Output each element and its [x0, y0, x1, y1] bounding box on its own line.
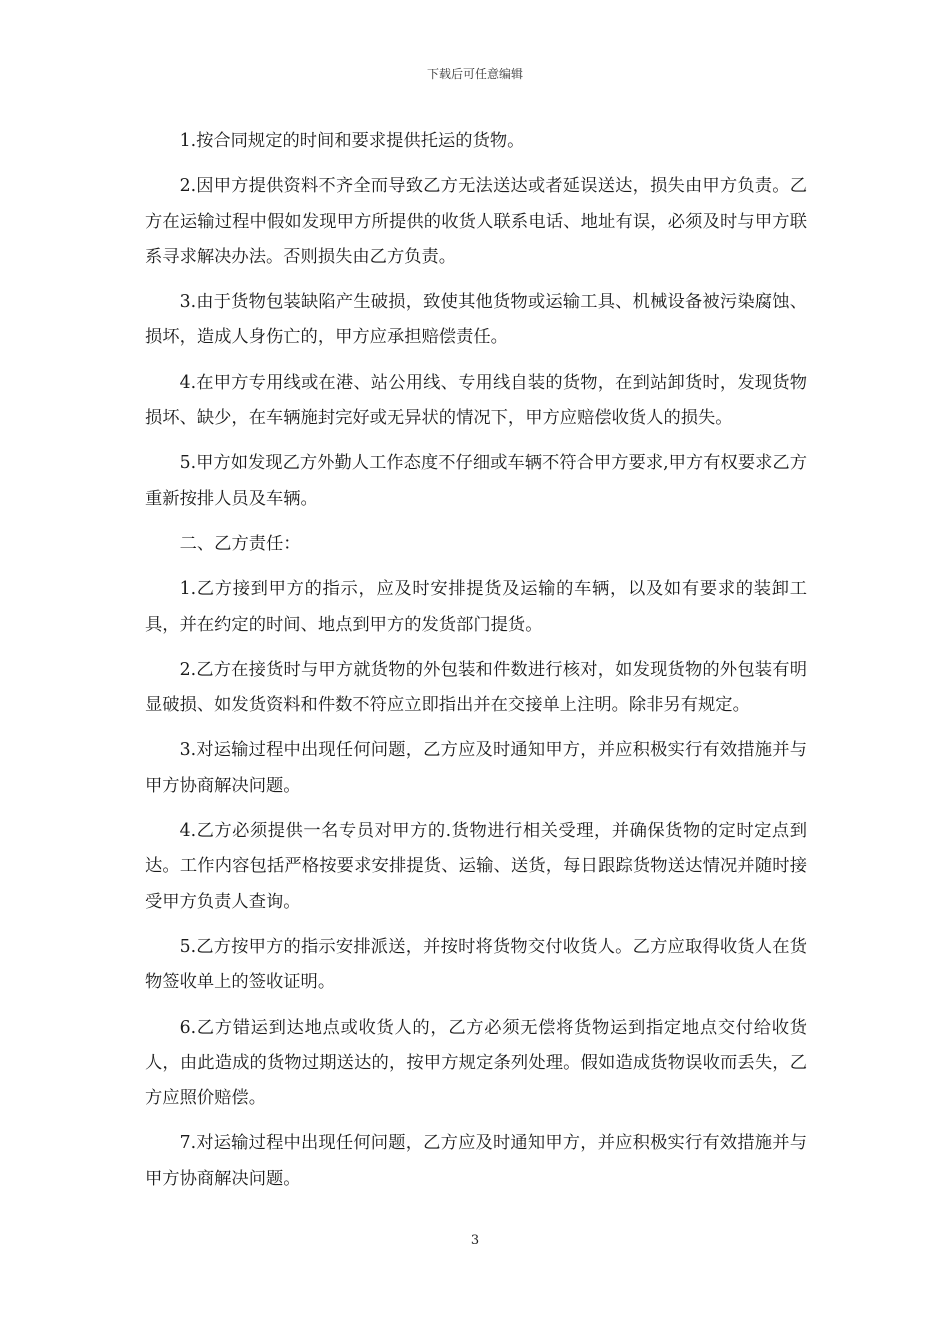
paragraph-5: 5.甲方如发现乙方外勤人工作态度不仔细或车辆不符合甲方要求,甲方有权要求乙方重新按排人员及车辆。 [145, 453, 807, 509]
page-header-note: 下载后可任意编辑 [426, 67, 523, 81]
document-body [145, 124, 807, 1207]
paragraph-3: 3.由于货物包装缺陷产生破损，致使其他货物或运输工具、机械设备被污染腐蚀、损坏，造成人身伤亡的，甲方应承担赔偿责任。 [145, 292, 807, 348]
section-heading-party-b: 二、乙方责任： [179, 533, 301, 554]
paragraph-1: 1.按合同规定的时间和要求提供托运的货物。 [179, 131, 525, 151]
paragraph-b2: 2.乙方在接货时与甲方就货物的外包装和件数进行核对，如发现货物的外包装有明显破损、如发货资料和件数不符应立即指出并在交接单上注明。除非另有规定。 [145, 659, 807, 716]
paragraph-b6: 6.乙方错运到达地点或收货人的，乙方必须无偿将货物运到指定地点交付给收货人，由此造成的货物过期送达的，按甲方规定条列处理。假如造成货物误收而丢失，乙方应照价赔偿。 [145, 1017, 807, 1109]
paragraph-b7: 7.对运输过程中出现任何问题，乙方应及时通知甲方，并应积极实行有效措施并与甲方协商解决问题。 [145, 1133, 807, 1189]
paragraph-b3: 3.对运输过程中出现任何问题，乙方应及时通知甲方，并应积极实行有效措施并与甲方协商解决问题。 [145, 740, 807, 796]
paragraph-4: 4.在甲方专用线或在港、站公用线、专用线自装的货物，在到站卸货时，发现货物损坏、缺少，在车辆施封完好或无异状的情况下，甲方应赔偿收货人的损失。 [145, 372, 807, 429]
paragraph-2: 2.因甲方提供资料不齐全而导致乙方无法送达或者延误送达，损失由甲方负责。乙方在运输过程中假如发现甲方所提供的收货人联系电话、地址有误，必须及时与甲方联系寻求解决办法。否则损失由乙方负责。 [145, 176, 807, 267]
paragraph-b4: 4.乙方必须提供一名专员对甲方的.货物进行相关受理，并确保货物的定时定点到达。工作内容包括严格按要求安排提货、运输、送货，每日跟踪货物送达情况并随时接受甲方负责人查询。 [145, 821, 807, 912]
page-number: 3 [470, 1233, 480, 1248]
paragraph-b5: 5.乙方按甲方的指示安排派送，并按时将货物交付收货人。乙方应取得收货人在货物签收单上的签收证明。 [145, 936, 807, 993]
paragraph-b1: 1.乙方接到甲方的指示，应及时安排提货及运输的车辆，以及如有要求的装卸工具，并在约定的时间、地点到甲方的发货部门提货。 [145, 579, 807, 635]
